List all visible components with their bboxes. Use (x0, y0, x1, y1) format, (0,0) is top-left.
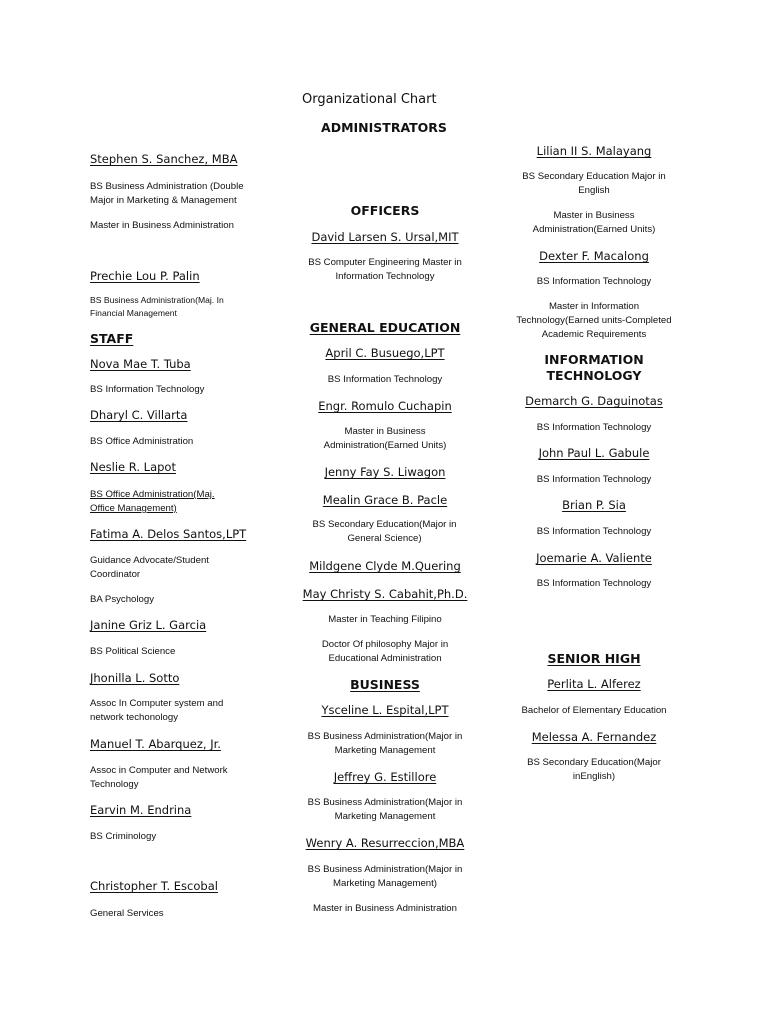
gened-name: May Christy S. Cabahit,Ph.D. (302, 587, 468, 601)
staff-desc: BS Political Science (90, 646, 176, 657)
it-name: Brian P. Sia (562, 498, 626, 512)
sh-desc: BS Secondary Education(Major inEnglish) (527, 757, 661, 782)
faculty-desc: BS Secondary Education Major in English (522, 171, 666, 196)
staff-name: Jhonilla L. Sotto (90, 671, 180, 685)
gened-name: Engr. Romulo Cuchapin (318, 399, 452, 413)
administrators-heading: ADMINISTRATORS (321, 120, 447, 135)
gened-name: April C. Busuego,LPT (325, 346, 445, 360)
staff-heading: STAFF (90, 331, 134, 346)
staff-name: Neslie R. Lapot (90, 460, 176, 474)
staff-name: Manuel T. Abarquez, Jr. (90, 737, 221, 751)
business-desc: BS Business Administration(Major in Marketing Management (307, 731, 463, 756)
gened-desc: Master in Teaching Filipino (328, 614, 442, 625)
gened-name: Mealin Grace B. Pacle (322, 493, 448, 507)
staff-desc: BS Office Administration (90, 436, 194, 447)
it-desc: BS Information Technology (536, 526, 652, 537)
staff-desc: BS Office Administration(Maj. Office Management) (90, 489, 215, 514)
business-name: Jeffrey G. Estillore (333, 770, 437, 784)
staff-desc: BS Information Technology (90, 384, 205, 395)
officer-desc: BS Computer Engineering Master in Information Technology (308, 257, 462, 282)
admin-desc: Master in Business Administration (90, 220, 234, 231)
staff-name: Janine Griz L. Garcia (90, 618, 207, 632)
business-desc: Master in Business Administration (313, 903, 457, 914)
officers-heading: OFFICERS (350, 203, 420, 218)
gened-desc: Master in Business Administration(Earned Units) (323, 426, 447, 451)
gened-desc: Doctor Of philosophy Major in Educational Administration (321, 639, 449, 664)
staff-desc: BS Criminology (90, 831, 157, 842)
admin-desc: BS Business Administration(Maj. In Financial Management (90, 295, 224, 318)
sh-name: Melessa A. Fernandez (531, 730, 657, 744)
faculty-name: Lilian II S. Malayang (536, 144, 652, 158)
it-desc: BS Information Technology (536, 578, 652, 589)
sh-name: Perlita L. Alferez (547, 677, 641, 691)
gened-desc: BS Information Technology (327, 374, 443, 385)
faculty-desc: Master in Information Technology(Earned units-Completed Academic Requirements (516, 301, 672, 340)
staff-name: Earvin M. Endrina (90, 803, 192, 817)
it-name: Joemarie A. Valiente (536, 551, 652, 565)
business-name: Wenry A. Resurreccion,MBA (305, 836, 465, 850)
business-desc: BS Business Administration(Major in Marketing Management) (307, 864, 463, 889)
staff-desc: Guidance Advocate/Student Coordinator (90, 555, 209, 580)
faculty-desc: BS Information Technology (536, 276, 652, 287)
staff-desc: Assoc In Computer system and network techonology (90, 698, 224, 723)
business-name: Ysceline L. Espital,LPT (321, 703, 449, 717)
admin-name: Prechie Lou P. Palin (90, 269, 200, 283)
staff-name: Fatima A. Delos Santos,LPT (90, 527, 247, 541)
staff-desc: General Services (90, 908, 164, 919)
staff-desc: Assoc in Computer and Network Technology (90, 765, 228, 790)
sh-desc: Bachelor of Elementary Education (521, 705, 667, 716)
it-name: John Paul L. Gabule (538, 446, 650, 460)
admin-name: Stephen S. Sanchez, MBA (90, 152, 238, 166)
page-title: Organizational Chart (302, 92, 437, 107)
officer-name: David Larsen S. Ursal,MIT (311, 230, 459, 244)
it-name: Demarch G. Daguinotas (525, 394, 663, 408)
information-technology-heading: INFORMATION TECHNOLOGY (544, 352, 644, 383)
gened-name: Mildgene Clyde M.Quering (309, 559, 461, 573)
general-education-heading: GENERAL EDUCATION (309, 320, 461, 335)
staff-name: Nova Mae T. Tuba (90, 357, 191, 371)
admin-desc: BS Business Administration (Double Major in Marketing & Management (90, 181, 244, 206)
faculty-desc: Master in Business Administration(Earned Units) (532, 210, 656, 235)
gened-desc: BS Secondary Education(Major in General Science) (312, 519, 457, 544)
it-desc: BS Information Technology (536, 474, 652, 485)
senior-high-heading: SENIOR HIGH (547, 651, 641, 666)
staff-name: Christopher T. Escobal (90, 879, 218, 893)
staff-name: Dharyl C. Villarta (90, 408, 188, 422)
staff-desc: BA Psychology (90, 594, 154, 605)
faculty-name: Dexter F. Macalong (539, 249, 649, 263)
business-desc: BS Business Administration(Major in Marketing Management (307, 797, 463, 822)
business-heading: BUSINESS (350, 677, 420, 692)
it-desc: BS Information Technology (536, 422, 652, 433)
gened-name: Jenny Fay S. Liwagon (324, 465, 446, 479)
